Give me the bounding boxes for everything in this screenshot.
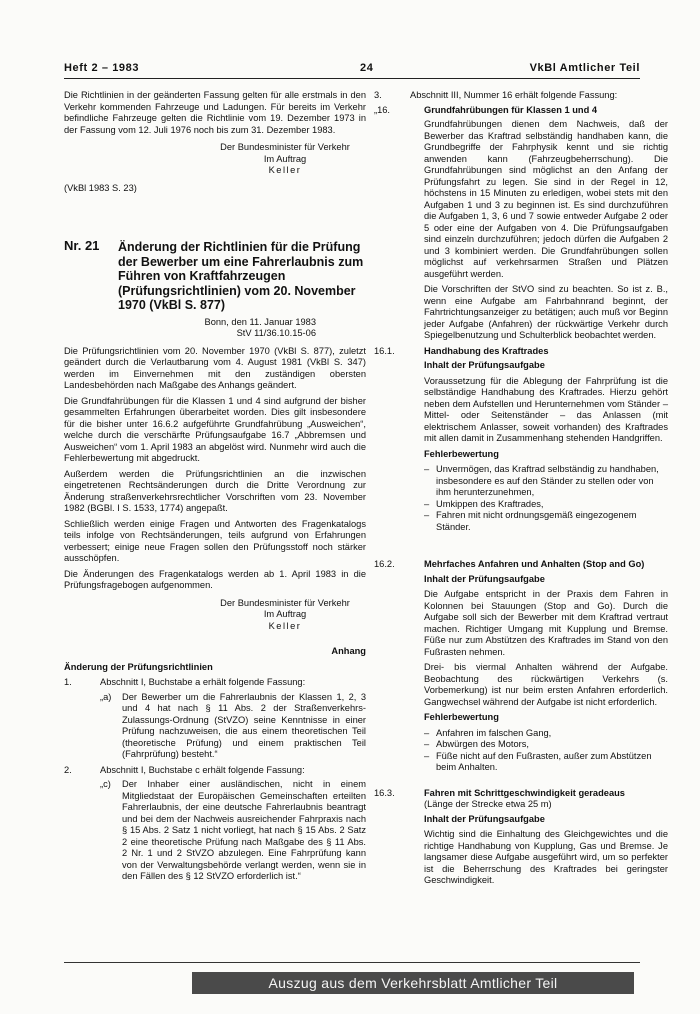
section-title: Mehrfaches Anfahren und Anhalten (Stop and Go) [424,559,645,569]
signature-minister: Der Bundesminister für Verkehr [220,142,350,152]
announcement-title: Änderung der Richtlinien für die Prüfung der Bewerber um eine Fahrerlaubnis zum Führen von Kraftfahrzeugen (Prüfungsrichtlinien) vom 20. November 1970 (VkBl S. 877) [118,240,364,312]
body-paragraph-3: Außerdem werden die Prüfungsrichtlinien an die inzwischen eingetretenen Rechtsänderungen durch die Dritte Verordnung zur Änderung straßenverkehrsrechtlicher Vorschriften vom 23. November 1982 (BGBl. I S. 1533, 1774) angepaßt. [64,468,366,513]
item-quote-block [100,692,366,761]
list-item [64,677,366,689]
quote-text: Der Bewerber um die Fahrerlaubnis der Klassen 1, 2, 3 und 4 hat nach § 11 Abs. 2 der Straßenverkehrs-Zulassungs-Ordnung (StVZO) seine Kenntnisse in einer Prüfung nachzuweisen, die aus einem theoretischen Teil (theoretische Prüfung) und einem praktischen Teil (Fahrprüfung) besteht.“ [122,691,366,759]
fault-text: Fahren mit nicht ordnungsgemäß eingezogenem Ständer. [436,510,637,532]
item-number: 1. [64,677,72,687]
list-item [374,90,668,102]
body-paragraph-1: Die Prüfungsrichtlinien vom 20. November 1970 (VkBl S. 877), zuletzt geändert durch die Verlautbarung vom 4. August 1981 (VkBl S. 347) werden im Einvernehmen mit den zuständigen obersten Landesbehörden nach Maßgabe des Anhangs geändert. [64,345,366,390]
quote-marker: „a) [100,691,112,702]
fault-text: Abwürgen des Motors, [436,739,530,749]
aenderung-heading: Änderung der Prüfungsrichtlinien [64,661,213,672]
section-text: Drei- bis viermal Anhalten während der Aufgabe. Beobachtung des rückwärtigen Verkehrs (s. Vorbemerkung) ist nur beim ersten Anfahren erforderlich. Gangwechsel während der Aufgabe ist nicht erforderlich. [424,662,668,707]
list-item: – Unvermögen, das Kraftrad selbständig zu handhaben, insbesondere es auf den Ständer zu stellen oder von ihm herunterzunehmen, [424,464,668,499]
section-text: Wichtig sind die Einhaltung des Gleichgewichtes und die richtige Handhabung von Kupplung, Gas und Bremse. Je langsamer diese Aufgabe ausgeführt wird, um so perfekter ist die Beherrschung des Kraftrades bei geringster Geschwindigkeit. [424,829,668,885]
section-16-2 [374,559,668,571]
issue-label: Heft 2 – 1983 [64,62,140,74]
body-paragraph-2: Die Grundfahrübungen für die Klassen 1 und 4 sind aufgrund der bisher gesammelten Erfahrungen überarbeitet worden. Dies gilt insbesondere für die bisher unter 16.6.2 aufgeführte Grundfahrübung „Ausweichen“, welche durch die verschärfte Prüfungsaufgabe 16.7 „Abbremsen und Ausweichen“ vom 1. April 1983 an abgelöst wird. Nunmehr wird auch die Fehlerbewertung mit abgedruckt. [64,395,366,463]
section-number: „16. [374,104,391,115]
item-intro: Abschnitt I, Buchstabe a erhält folgende Fassung: [100,677,306,687]
signature-block-2 [64,598,366,633]
fehler-heading: Fehlerbewertung [424,448,499,459]
body-paragraph-5: Die Änderungen des Fragenkatalogs werden ab 1. April 1983 in die Prüfungsfragebogen aufgenommen. [64,568,366,590]
section-text: Voraussetzung für die Ablegung der Fahrprüfung ist die selbständige Handhabung des Kraftrades. Hierzu gehört neben dem Aufstellen und Herunternehmen vom Ständer – Mittel- oder Seitenständer – das Anlassen (mit elektrischem Anlasser, soweit vorhanden) des Kraftrades mit allen damit in Zusammenhang stehenden Handgriffen. [424,375,668,443]
right-column [374,90,668,891]
section-text: Die Aufgabe entspricht in der Praxis dem Fahren in Kolonnen bei Stauungen (Stop and Go). Durch die Aufgabe soll sich der Bewerber mit dem Kraftrad vertraut machen. Richtiger Umgang mit Kupplung und Bremse. Füße nur zum Abstützen des Kraftrades im Stand von den Fußrasten nehmen. [424,589,668,657]
section-title: Handhabung des Kraftrades [424,345,549,356]
fault-text: Anfahren im falschen Gang, [436,727,552,738]
intro-paragraph: Die Richtlinien in der geänderten Fassung gelten für alle erstmals in den Verkehr kommenden Fahrzeuge und Ladungen. Für bereits im Verkehr befindliche Fahrzeuge gelten die Richtlinie vom 19. Dezember 1973 in der Fassung vom 12. Juli 1976 noch bis zum 31. Dezember 1983. [64,90,366,135]
signature-name: Keller [268,620,302,631]
list-item: – Umkippen des Kraftrades, [424,499,668,511]
section-16-paragraph-1: Grundfahrübungen dienen dem Nachweis, daß der Bewerber das Kraftrad selbständig handhaben kann, die Grundbegriffe der Fahrphysik kennt und sie richtig anwenden kann (Fahrzeugbeherrschung). Die Grundfahrübungen sind möglichst an den Anfang der Prüfungsfahrt zu legen. Sie sind in der Regel in 12, höchstens in 15 Minuten zu erledigen, wobei stets mit den Aufgaben 1 und 3 zu beginnen ist. Es sind durchzuführen die Aufgaben 1, 3, 6 und 7 sowie entweder Aufgabe 2 oder 5 oder eine der Aufgaben von 4. Die Prüfungsaufgaben sind einzeln durchzuführen; jedoch dürfen die Aufgaben 2 und 3 kombiniert werden. Die Grundfahrübungen sollen möglichst auf verkehrsarmen Straßen und Plätzen ausgeführt werden. [424,119,668,279]
section-16-paragraph-2: Die Vorschriften der StVO sind zu beachten. So ist z. B., wenn eine Aufgabe am Fahrbahnrand beginnt, der Fahrtrichtungsanzeiger zu betätigen; auch muß vor Beginn jeder Aufgabe (Anfahren) der rückwärtige Verkehr durch Spiegelbenutzung und Schulterblick beobachtet werden. [424,284,668,340]
signature-auftrag: Im Auftrag [263,609,307,619]
dateline [64,317,366,340]
list-item: – Fahren mit nicht ordnungsgemäß eingezogenem Ständer. [424,510,668,533]
section-number: 16.2. [374,559,395,569]
item-intro: Abschnitt III, Nummer 16 erhält folgende Fassung: [410,90,618,100]
item-number: 3. [374,90,382,100]
footer-banner: Auszug aus dem Verkehrsblatt Amtlicher Teil [192,972,634,994]
inhalt-heading: Inhalt der Prüfungsaufgabe [424,360,545,370]
section-title: Grundfahrübungen für Klassen 1 und 4 [424,104,598,115]
inhalt-heading: Inhalt der Prüfungsaufgabe [424,573,545,584]
footer-rule [64,962,640,963]
list-item: – Abwürgen des Motors, [424,739,668,751]
section-number: 16.3. [374,787,395,798]
journal-title: VkBl Amtlicher Teil [529,62,640,74]
section-title: Fahren mit Schrittgeschwindigkeit geradeaus [424,787,625,798]
date-place: Bonn, den 11. Januar 1983 [204,316,316,327]
item-intro: Abschnitt I, Buchstabe c erhält folgende Fassung: [100,764,305,775]
item-number: 2. [64,764,72,775]
header-rule [64,78,640,79]
list-item [64,765,366,777]
file-reference: StV 11/36.10.15-06 [236,328,316,338]
section-title-block [424,788,668,811]
fault-text: Unvermögen, das Kraftrad selbständig zu handhaben, insbesondere es auf den Ständer zu stellen oder von ihm herunterzunehmen, [436,464,659,497]
anhang-heading: Anhang [331,646,366,656]
quote-text: Der Inhaber einer ausländischen, nicht in einem Mitgliedstaat der Europäischen Gemeinschaften erteilten Fahrerlaubnis, der eine deutsche Fahrerlaubnis beantragt und bei dem der Nachweis ausreichender Fahrpraxis nach § 15 Abs. 2 Satz 1 nicht vorliegt, hat nach § 15 Abs. 2 Satz 2 eine theoretische Prüfung nach Maßgabe des § 11 Abs. 2 Nr. 1 und 2 StVZO abzulegen. Eine Fahrprüfung kann von der Verwaltungsbehörde verlangt werden, wenn sie in den Fällen des § 12 StVZO erforderlich ist.“ [122,779,366,881]
section-number: 16.1. [374,345,395,356]
section-16 [374,105,668,117]
signature-auftrag: Im Auftrag [263,153,307,164]
fault-text: Umkippen des Kraftrades, [436,498,544,509]
section-16-1 [374,346,668,358]
announcement-heading [64,240,366,313]
fehler-heading: Fehlerbewertung [424,712,499,722]
reference-note: (VkBl 1983 S. 23) [64,182,137,193]
left-column [64,90,366,883]
quote-marker: „c) [100,779,111,789]
page-header [64,62,640,78]
inhalt-heading: Inhalt der Prüfungsaufgabe [424,813,545,824]
signature-minister: Der Bundesminister für Verkehr [220,597,350,608]
list-item: – Anfahren im falschen Gang, [424,728,668,740]
announcement-number: Nr. 21 [64,238,100,253]
page-number: 24 [360,62,374,74]
fault-text: Füße nicht auf den Fußrasten, außer zum Abstützen beim Anhalten. [436,750,652,772]
item-quote-block [100,779,366,883]
body-paragraph-4: Schließlich werden einige Fragen und Antworten des Fragenkatalogs teils infolge von Rechtsänderungen, teils aufgrund von Erfahrungen verbessert; einige neue Fragen sollen den Prüfungsstoff noch stärker ausschöpfen. [64,518,366,563]
signature-name: Keller [268,165,302,175]
section-subtitle: (Länge der Strecke etwa 25 m) [424,799,552,809]
signature-block-1 [64,142,366,177]
list-item: – Füße nicht auf den Fußrasten, außer zum Abstützen beim Anhalten. [424,751,668,774]
section-16-3 [374,788,668,811]
